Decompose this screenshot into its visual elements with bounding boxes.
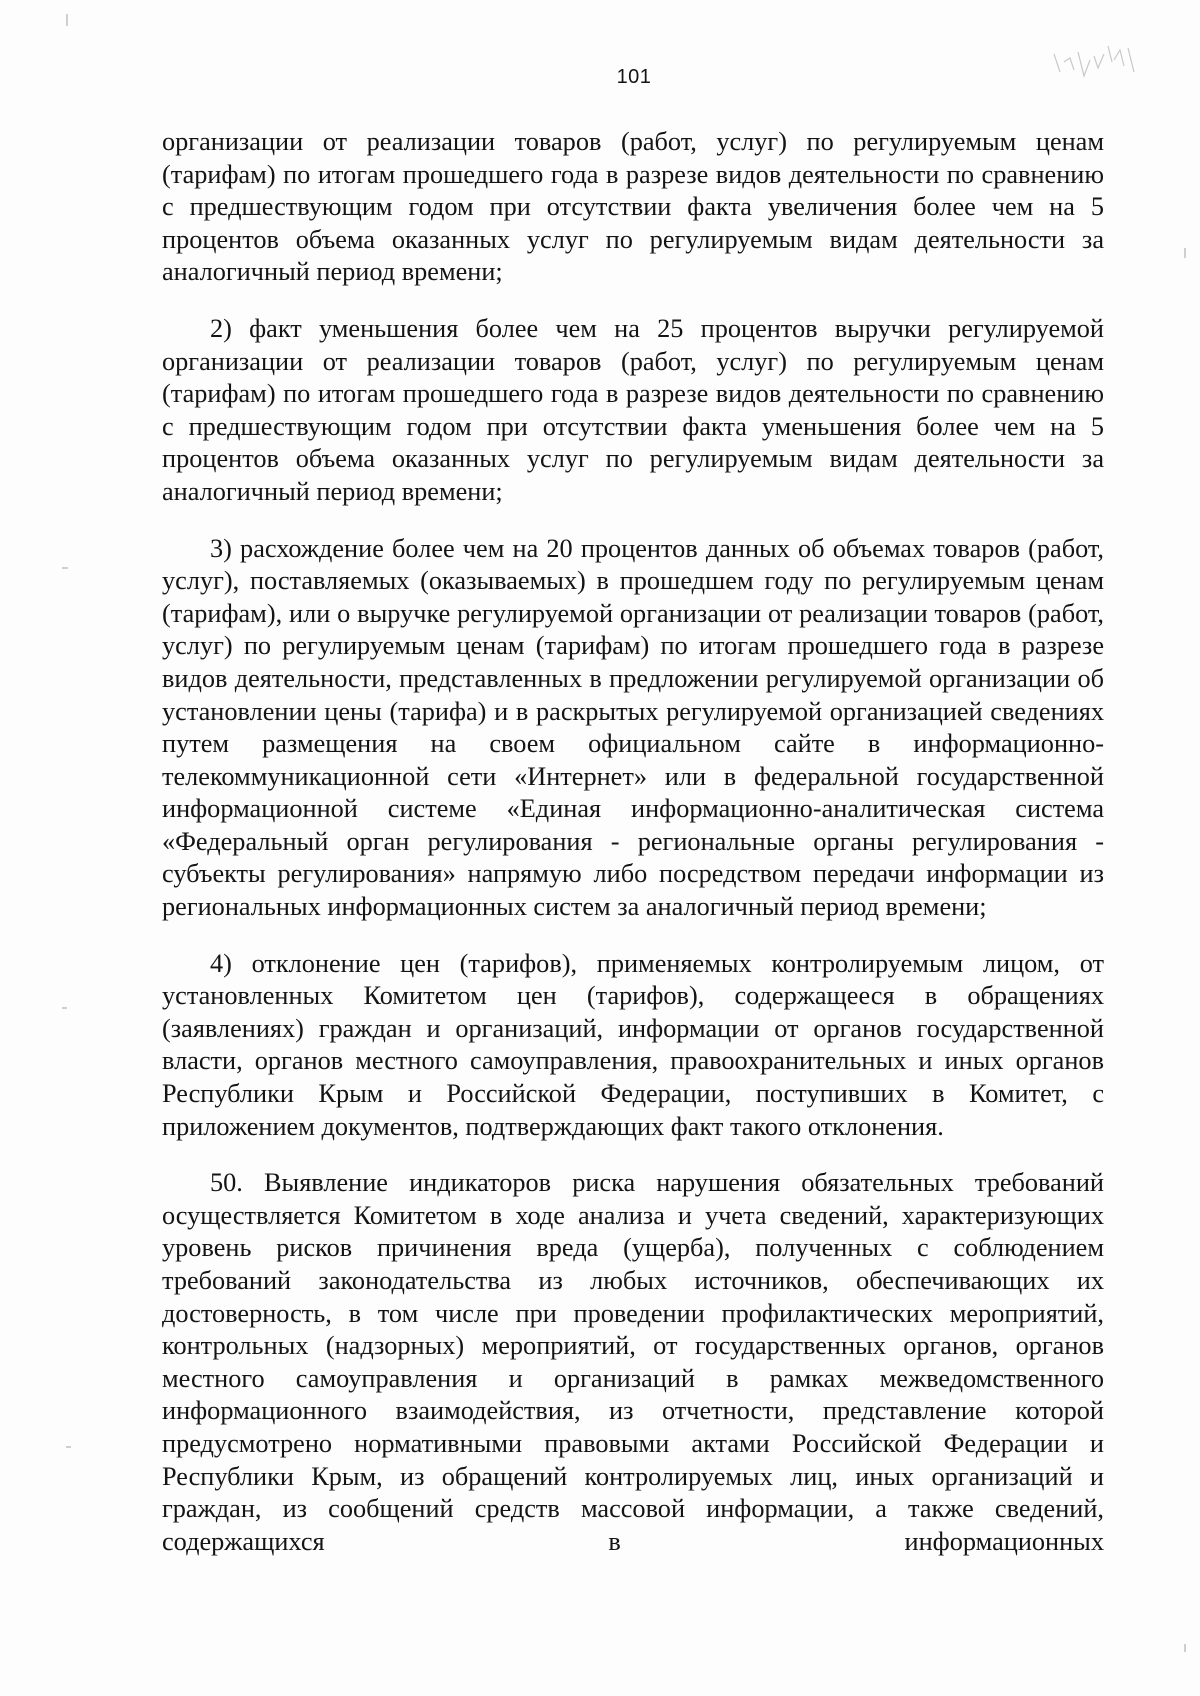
paragraph-item-4: 4) отклонение цен (тарифов), применяемых контролируемым лицом, от установленных Комитетом цен (тарифов), содержащееся в обращениях (заявлениях) граждан и организаций, информации от органов государственной власти, органов местного самоуправления, правоохранительных и иных органов Республики Крым и Российской Федерации, поступивших в Комитет, с приложением документов, подтверждающих факт такого отклонения. — [162, 948, 1104, 1141]
document-body — [162, 126, 1104, 1558]
scan-speck — [66, 1446, 71, 1448]
scan-speck — [66, 14, 68, 26]
paragraph-item-3: 3) расхождение более чем на 20 процентов данных об объемах товаров (работ, услуг), поставляемых (оказываемых) в прошедшем году по регулируемым ценам (тарифам), или о выручке регулируемой организации от реализации товаров (работ, услуг) по регулируемым ценам (тарифам) по итогам прошедшего года в разрезе видов деятельности, представленных в предложении регулируемой организации об установлении цены (тарифа) и в раскрытых регулируемой организацией сведениях путем размещения на своем официальном сайте в информационно-телекоммуникационной сети «Интернет» или в федеральной государственной информационной системе «Единая информационно-аналитическая система «Федеральный орган регулирования - региональные органы регулирования - субъекты регулирования» напрямую либо посредством передачи информации из региональных информационных систем за аналогичный период времени; — [162, 533, 1104, 922]
page-number: 101 — [616, 66, 652, 88]
scan-speck — [62, 567, 68, 569]
paragraph-continuation: организации от реализации товаров (работ, услуг) по регулируемым ценам (тарифам) по итогам прошедшего года в разрезе видов деятельности по сравнению с предшествующим годом при отсутствии факта увеличения более чем на 5 процентов объема оказанных услуг по регулируемым видам деятельности за аналогичный период времени; — [162, 127, 1104, 287]
paragraph-item-2: 2) факт уменьшения более чем на 25 процентов выручки регулируемой организации от реализации товаров (работ, услуг) по регулируемым ценам (тарифам) по итогам прошедшего года в разрезе видов деятельности по сравнению с предшествующим годом при отсутствии факта уменьшения более чем на 5 процентов объема оказанных услуг по регулируемым видам деятельности за аналогичный период времени; — [162, 313, 1104, 506]
scan-speck — [62, 1007, 67, 1009]
paragraph-section-50: 50. Выявление индикаторов риска нарушения обязательных требований осуществляется Комитетом в ходе анализа и учета сведений, характеризующих уровень рисков причинения вреда (ущерба), полученных с соблюдением требований законодательства из любых источников, обеспечивающих их достоверность, в том числе при проведении профилактических мероприятий, контрольных (надзорных) мероприятий, от государственных органов, органов местного самоуправления и организаций в рамках межведомственного информационного взаимодействия, из отчетности, представление которой предусмотрено нормативными правовыми актами Российской Федерации и Республики Крым, из обращений контролируемых лиц, иных организаций и граждан, из сообщений средств массовой информации, а также сведений, содержащихся в информационных — [162, 1168, 1104, 1556]
scan-speck — [1184, 1644, 1186, 1652]
scan-speck — [1184, 248, 1186, 258]
